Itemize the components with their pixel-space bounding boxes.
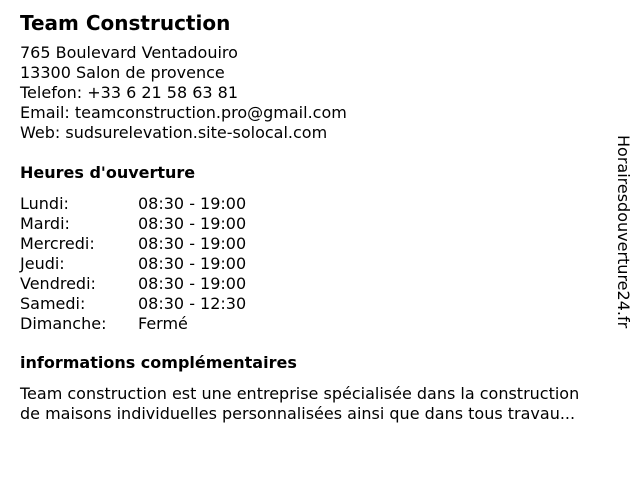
- additional-info-heading: informations complémentaires: [20, 353, 297, 372]
- business-name: Team Construction: [20, 11, 231, 35]
- day-label: Vendredi:: [20, 274, 96, 293]
- day-label: Jeudi:: [20, 254, 65, 273]
- contact-block: [20, 43, 347, 143]
- time-value: 08:30 - 19:00: [138, 274, 247, 293]
- day-label: Lundi:: [20, 194, 69, 213]
- address-line-1: 765 Boulevard Ventadouiro: [20, 43, 238, 62]
- opening-hours-heading: Heures d'ouverture: [20, 163, 196, 182]
- time-value: Fermé: [138, 314, 188, 333]
- time-value: 08:30 - 19:00: [138, 234, 247, 253]
- site-watermark: Horairesdouverture24.fr: [614, 135, 633, 329]
- day-label: Samedi:: [20, 294, 86, 313]
- description-line-1: Team construction est une entreprise spécialisée dans la construction: [20, 384, 580, 403]
- email-address: Email: teamconstruction.pro@gmail.com: [20, 103, 347, 122]
- website: Web: sudsurelevation.site-solocal.com: [20, 123, 328, 142]
- day-label: Dimanche:: [20, 314, 107, 333]
- time-value: 08:30 - 19:00: [138, 254, 247, 273]
- description-line-2: de maisons individuelles personnalisées ainsi que dans tous travau...: [20, 404, 576, 423]
- time-value: 08:30 - 12:30: [138, 294, 247, 313]
- day-label: Mardi:: [20, 214, 70, 233]
- time-value: 08:30 - 19:00: [138, 214, 247, 233]
- phone-number: Telefon: +33 6 21 58 63 81: [20, 83, 239, 102]
- day-label: Mercredi:: [20, 234, 95, 253]
- time-value: 08:30 - 19:00: [138, 194, 247, 213]
- address-line-2: 13300 Salon de provence: [20, 63, 225, 82]
- business-description: [20, 384, 625, 424]
